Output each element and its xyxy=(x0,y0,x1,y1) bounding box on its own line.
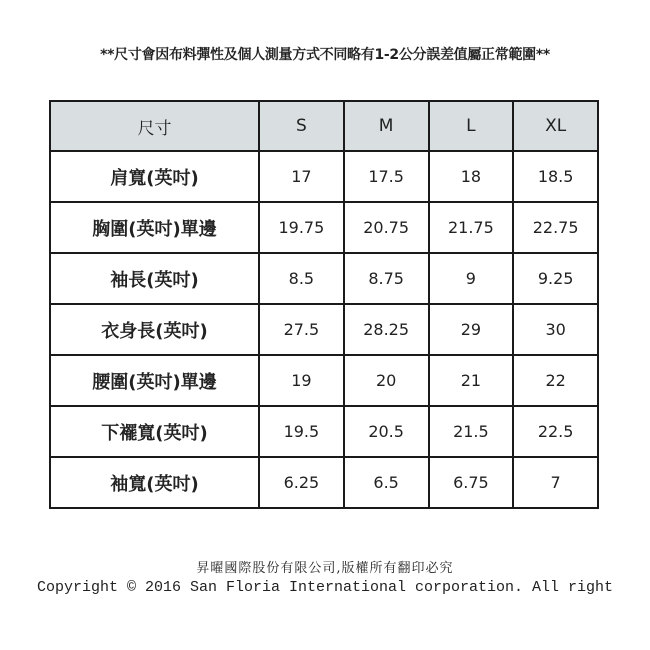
table-cell: 17 xyxy=(259,151,344,202)
table-cell: 19.75 xyxy=(259,202,344,253)
table-cell: 30 xyxy=(513,304,598,355)
table-cell: 19.5 xyxy=(259,406,344,457)
table-cell: 6.5 xyxy=(344,457,429,508)
header-size-m: M xyxy=(344,101,429,151)
table-cell: 17.5 xyxy=(344,151,429,202)
table-cell: 9 xyxy=(429,253,514,304)
size-disclaimer-note: **尺寸會因布料彈性及個人測量方式不同略有1-2公分誤差值屬正常範圍** xyxy=(100,47,550,63)
table-cell: 8.5 xyxy=(259,253,344,304)
table-cell: 19 xyxy=(259,355,344,406)
table-cell: 9.25 xyxy=(513,253,598,304)
table-row xyxy=(50,202,598,253)
table-row xyxy=(50,304,598,355)
table-cell: 20.75 xyxy=(344,202,429,253)
row-label: 袖長(英吋) xyxy=(50,253,259,304)
header-size-xl: XL xyxy=(513,101,598,151)
row-label: 衣身長(英吋) xyxy=(50,304,259,355)
table-cell: 8.75 xyxy=(344,253,429,304)
table-cell: 18 xyxy=(429,151,514,202)
header-size-s: S xyxy=(259,101,344,151)
table-cell: 20.5 xyxy=(344,406,429,457)
table-row xyxy=(50,406,598,457)
table-cell: 7 xyxy=(513,457,598,508)
table-cell: 6.25 xyxy=(259,457,344,508)
table-cell: 22.75 xyxy=(513,202,598,253)
company-rights-notice: 昇曜國際股份有限公司,版權所有翻印必究 xyxy=(196,561,454,576)
table-row xyxy=(50,151,598,202)
row-label: 肩寬(英吋) xyxy=(50,151,259,202)
header-size-l: L xyxy=(429,101,514,151)
row-label: 下襬寬(英吋) xyxy=(50,406,259,457)
table-row xyxy=(50,355,598,406)
table-cell: 21.75 xyxy=(429,202,514,253)
table-row xyxy=(50,457,598,508)
table-cell: 22.5 xyxy=(513,406,598,457)
row-label: 胸圍(英吋)單邊 xyxy=(50,202,259,253)
table-cell: 28.25 xyxy=(344,304,429,355)
table-cell: 6.75 xyxy=(429,457,514,508)
table-row xyxy=(50,253,598,304)
header-row xyxy=(50,101,598,151)
table-cell: 21 xyxy=(429,355,514,406)
table-cell: 21.5 xyxy=(429,406,514,457)
size-chart-table xyxy=(49,100,599,509)
table-cell: 18.5 xyxy=(513,151,598,202)
copyright-notice: Copyright © 2016 San Floria International corporation. All right xyxy=(36,579,614,596)
table-cell: 20 xyxy=(344,355,429,406)
table-cell: 27.5 xyxy=(259,304,344,355)
header-size-label: 尺寸 xyxy=(50,101,259,151)
row-label: 腰圍(英吋)單邊 xyxy=(50,355,259,406)
table-cell: 22 xyxy=(513,355,598,406)
row-label: 袖寬(英吋) xyxy=(50,457,259,508)
table-cell: 29 xyxy=(429,304,514,355)
